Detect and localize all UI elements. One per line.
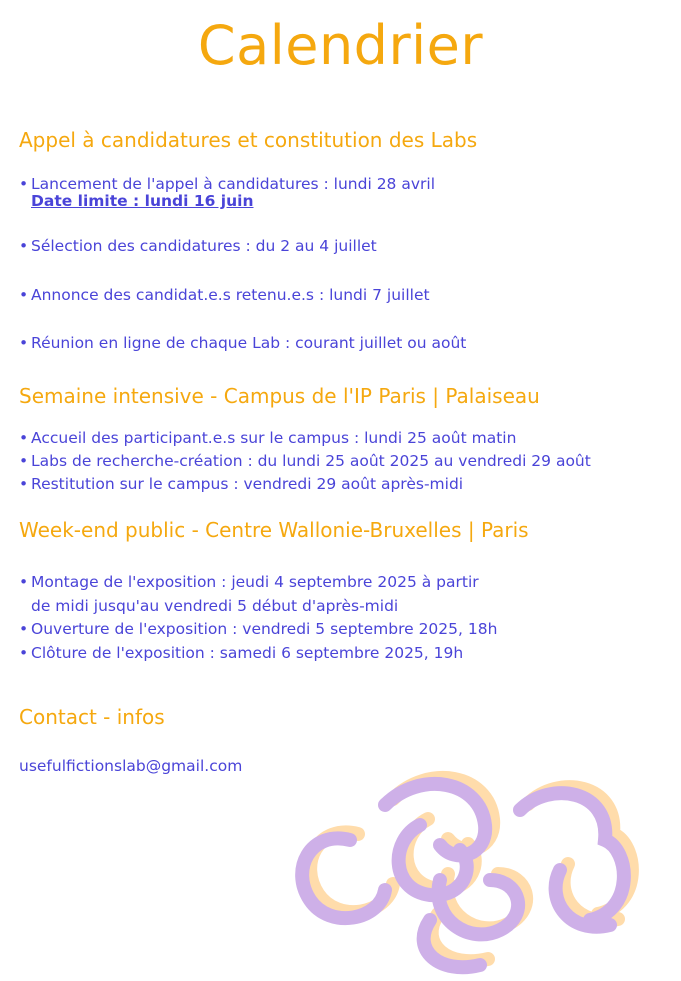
list-item: • Montage de l'exposition : jeudi 4 septembre 2025 à partir <box>19 573 479 591</box>
list-item: • Ouverture de l'exposition : vendredi 5 septembre 2025, 18h <box>19 620 498 638</box>
list-item: • Restitution sur le campus : vendredi 29 août après-midi <box>19 475 464 493</box>
section-heading-contact: Contact - infos <box>19 705 165 729</box>
section-heading-semaine: Semaine intensive - Campus de l'IP Paris | Palaiseau <box>19 384 540 408</box>
list-item: • Accueil des participant.e.s sur le campus : lundi 25 août matin <box>19 429 517 447</box>
list-item-continued: de midi jusqu'au vendredi 5 début d'après-midi <box>31 597 399 615</box>
section-heading-labs: Appel à candidatures et constitution des Labs <box>19 128 478 152</box>
list-item: • Lancement de l'appel à candidatures : lundi 28 avril <box>19 175 435 193</box>
list-item: • Réunion en ligne de chaque Lab : courant juillet ou août <box>19 334 467 352</box>
contact-email-link[interactable]: usefulfictionslab@gmail.com <box>19 757 243 775</box>
deadline-link[interactable]: Date limite : lundi 16 juin <box>31 192 254 210</box>
list-item: • Sélection des candidatures : du 2 au 4 juillet <box>19 237 377 255</box>
page-title: Calendrier <box>197 14 484 77</box>
list-item: • Annonce des candidat.e.s retenu.e.s : lundi 7 juillet <box>19 286 430 304</box>
list-item: • Clôture de l'exposition : samedi 6 septembre 2025, 19h <box>19 644 464 662</box>
list-item: • Labs de recherche-création : du lundi 25 août 2025 au vendredi 29 août <box>19 452 591 470</box>
section-heading-weekend: Week-end public - Centre Wallonie-Bruxelles | Paris <box>19 518 529 542</box>
decorative-swirl-illustration <box>290 770 675 975</box>
